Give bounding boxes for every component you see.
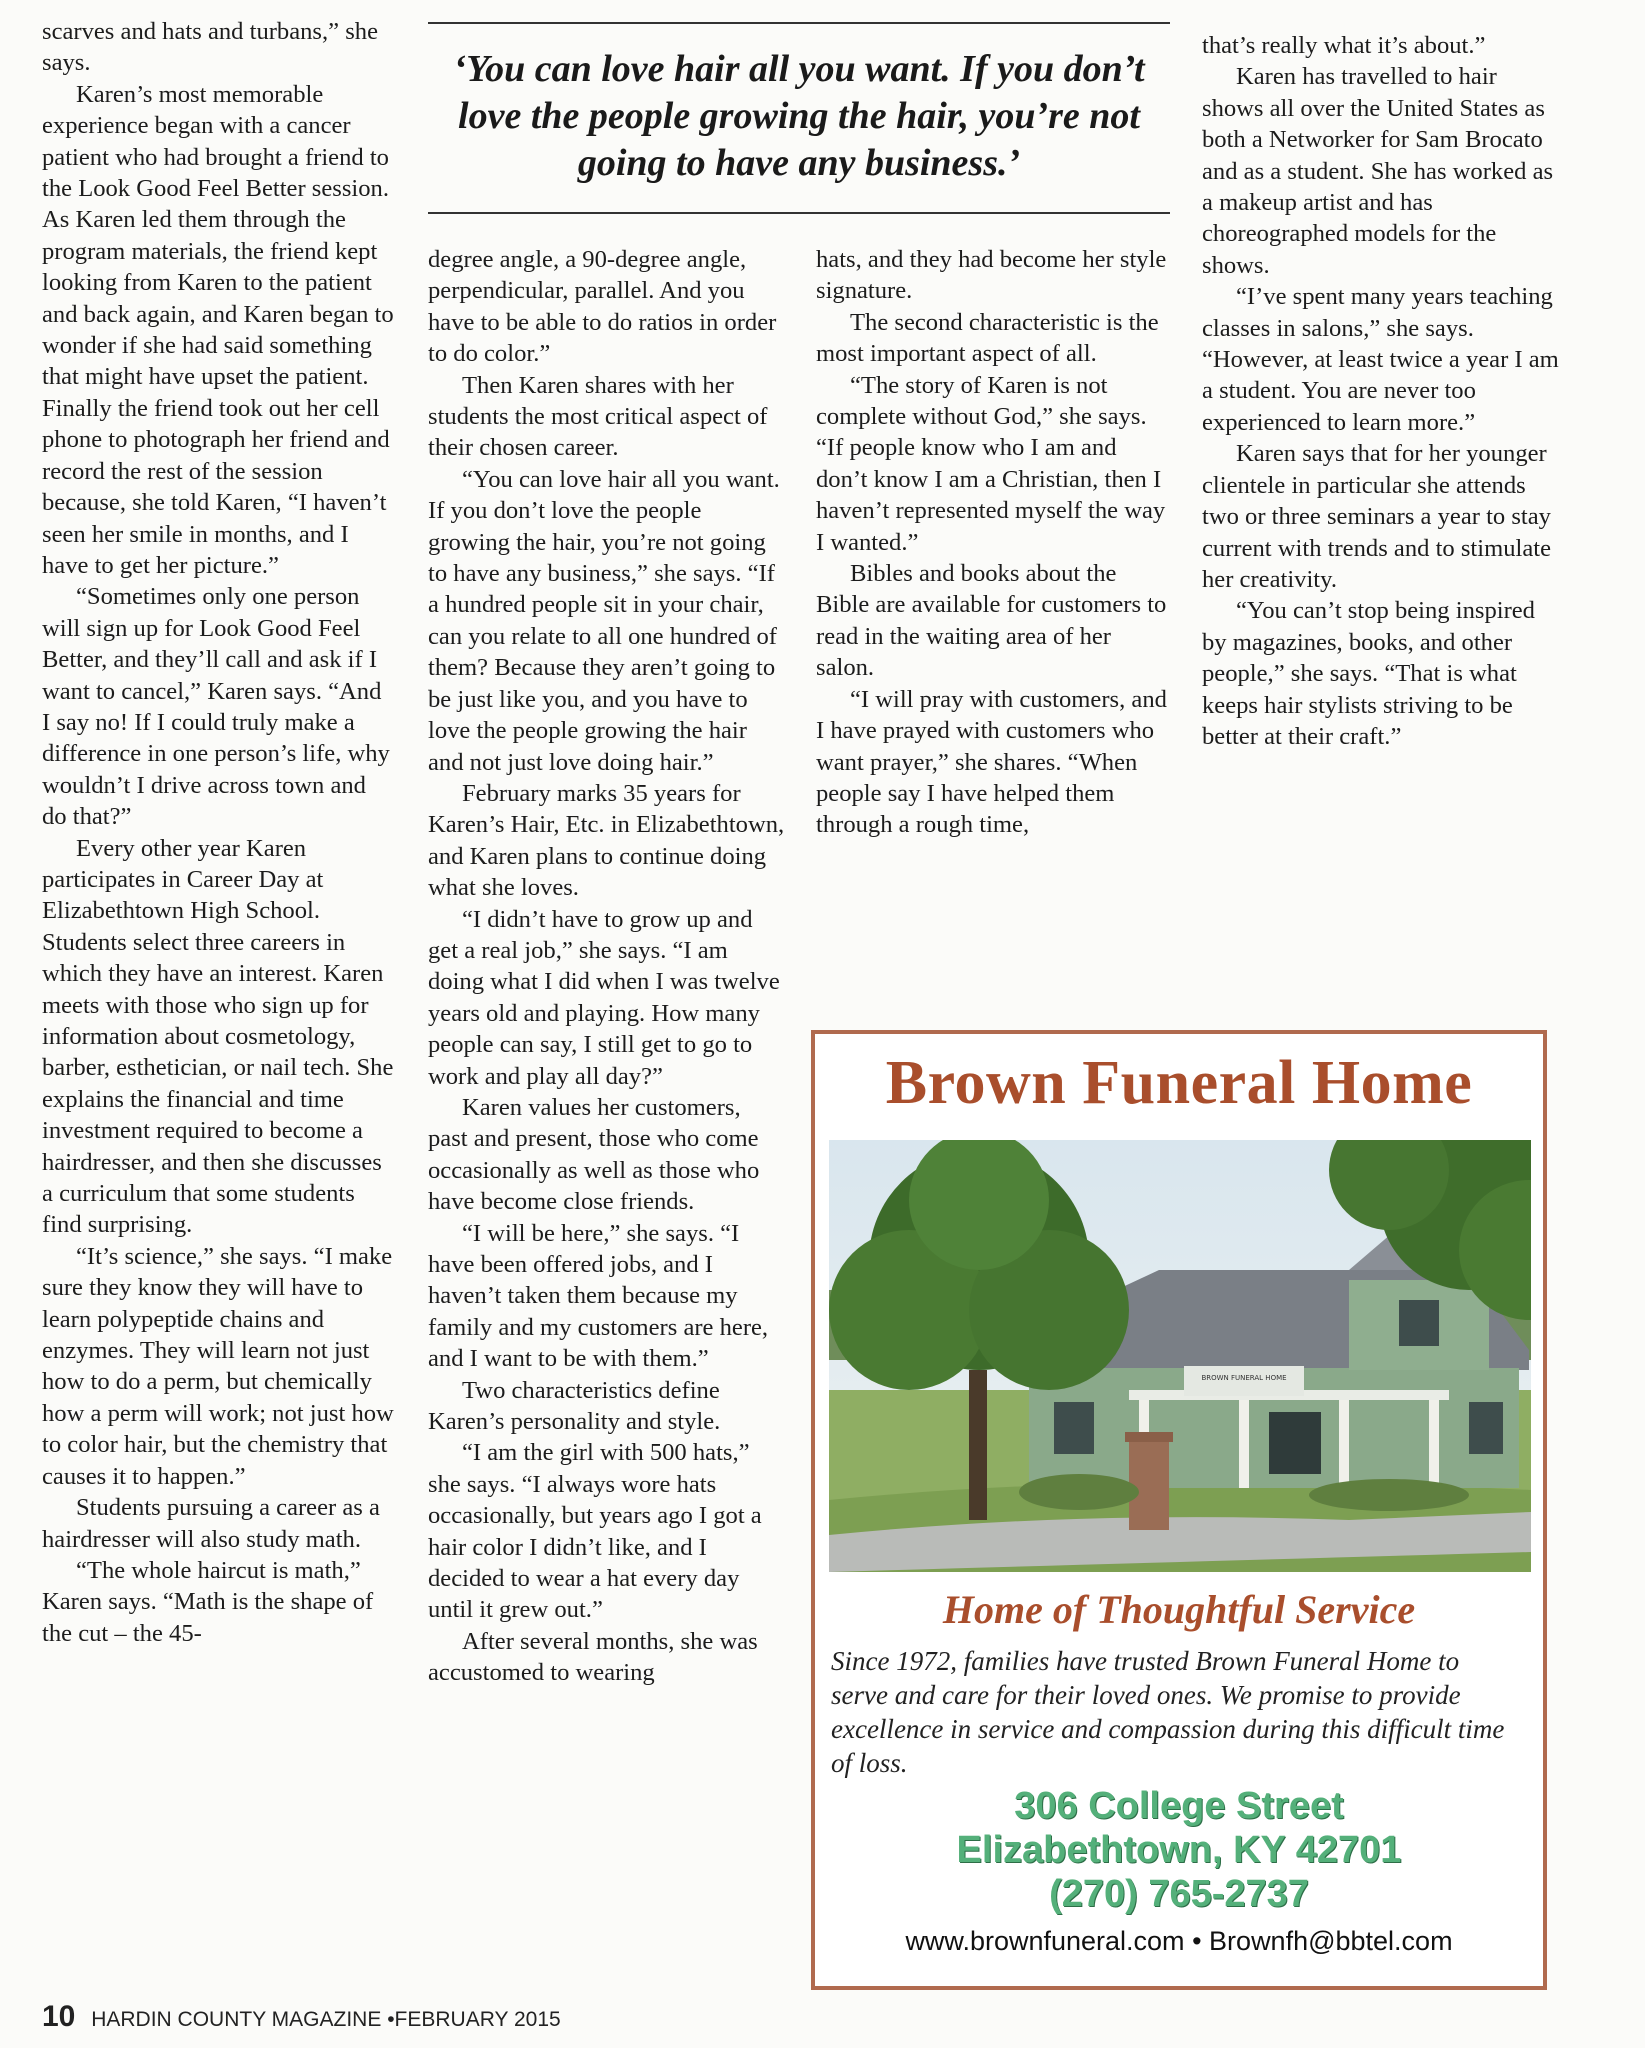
article-column-2 [428,244,786,1689]
article-paragraph: Karen’s most memorable experience began with a cancer patient who had brought a friend to the Look Good Feel Better session. As Karen led them through the program materials, the friend kept looking from Karen to the patient and back again, and Karen began to wonder if she had said something that might have upset the patient. Finally the friend took out her cell phone to photograph her friend and record the rest of the session because, she told Karen, “I haven’t seen her smile in months, and I have to get her picture.” [42,80,394,579]
ad-tagline: Home of Thoughtful Service [942,1587,1416,1632]
article-paragraph: “I will pray with customers, and I have prayed with customers who want prayer,” she shares. “When people say I have helped them through a rough time, [816,685,1167,839]
funeral-home-photo [829,1140,1531,1572]
ad-title: Brown Funeral Home [885,1049,1473,1117]
article-paragraph: After several months, she was accustomed to wearing [428,1627,758,1687]
page-footer [42,2000,561,2034]
article-paragraph: scarves and hats and turbans,” she says. [42,18,379,77]
page-number: 10 [42,2000,76,2033]
article-column-4 [1202,30,1564,752]
article-paragraph: Every other year Karen participates in Career Day at Elizabethtown High School. Students select three careers in which they have an interest. Karen meets with those who sign up for information about cosmetology, barber, esthetician, or nail tech. She explains the financial and time investment required to become a hairdresser, and then she discusses a curriculum that some students find surprising. [42,834,394,1239]
article-paragraph: “I will be here,” she says. “I have been offered jobs, and I haven’t taken them because my family and my customers are here, and I want to be with them.” [428,1219,769,1373]
article-paragraph: Two characteristics define Karen’s personality and style. [428,1376,721,1436]
article-paragraph: Karen values her customers, past and present, those who come occasionally as well as those who have become close friends. [428,1093,760,1216]
ad-description: Since 1972, families have trusted Brown Funeral Home to serve and care for their loved ones. We promise to provide excellence in service and compassion during this difficult time of loss. [831,1646,1505,1778]
article-paragraph: February marks 35 years for Karen’s Hair, Etc. in Elizabethtown, and Karen plans to continue doing what she loves. [428,779,785,902]
pull-quote-text: ‘You can love hair all you want. If you don’t love the people growing the hair, you’re not going to have any business.’ [453,48,1145,184]
article-paragraph: “You can love hair all you want. If you don’t love the people growing the hair, you’re not going to have any business,” she says. “If a hundred people sit in your chair, can you relate to all one hundred of them? Because they aren’t going to be just like you, and you have to love the people growing the hair and not just love doing hair.” [428,465,780,776]
article-paragraph: Karen says that for her younger clientele in particular she attends two or three seminars a year to stay current with trends and to stimulate her creativity. [1202,440,1552,593]
article-paragraph: “I’ve spent many years teaching classes in salons,” she says. “However, at least twice a year I am a student. You are never too experienced to learn more.” [1202,283,1559,436]
article-paragraph: “The story of Karen is not complete without God,” she says. “If people know who I am and don’t know I am a Christian, then I haven’t represented myself the way I wanted.” [816,371,1166,556]
ad-contact-line [815,1926,1543,1957]
article-paragraph: The second characteristic is the most important aspect of all. [816,308,1159,368]
ad-website-link[interactable]: www.brownfuneral.com [905,1926,1185,1956]
article-paragraph: “I didn’t have to grow up and get a real job,” she says. “I am doing what I did when I was twelve years old and playing. How many people can say, I still get to go to work and play all day?” [428,905,780,1090]
article-column-3 [816,244,1172,841]
article-paragraph: Students pursuing a career as a hairdresser will also study math. [42,1494,380,1553]
ad-city-state-zip: Elizabethtown, KY 42701 [956,1829,1402,1871]
article-paragraph: “Sometimes only one person will sign up for Look Good Feel Better, and they’ll call and ask if I want to cancel,” Karen says. “And I say no! If I could truly make a difference in one person’s life, why wouldn’t I drive across town and do that?” [42,583,390,831]
article-paragraph: Karen has travelled to hair shows all over the United States as both a Networker for Sam Brocato and as a student. She has worked as a makeup artist and has choreographed models for the shows. [1202,63,1554,279]
publication-line: HARDIN COUNTY MAGAZINE •FEBRUARY 2015 [91,2008,561,2031]
article-paragraph: “I am the girl with 500 hats,” she says. “I always wore hats occasionally, but years ago I got a hair color I didn’t like, and I decided to wear a hat every day until it grew out.” [428,1439,762,1624]
article-paragraph: degree angle, a 90-degree angle, perpendicular, parallel. And you have to be able to do ratios in order to do color.” [428,246,777,368]
article-paragraph: that’s really what it’s about.” [1202,32,1486,59]
ad-separator: • [1192,1926,1202,1956]
article-paragraph: “You can’t stop being inspired by magazines, books, and other people,” she says. “That is what keeps hair stylists striving to be better at their craft.” [1202,597,1535,750]
article-column-1 [42,16,394,1649]
article-paragraph: “It’s science,” she says. “I make sure they know they will have to learn polypeptide chains and enzymes. They will learn not just how to do a perm, but chemically how a perm will work; not just how to color hair, but the chemistry that causes it to happen.” [42,1242,394,1490]
funeral-home-building-image [829,1140,1531,1572]
pull-quote [428,22,1170,214]
article-paragraph: hats, and they had become her style signature. [816,246,1167,305]
ad-phone: (270) 765-2737 [1049,1873,1309,1915]
ad-street: 306 College Street [1014,1785,1344,1827]
article-paragraph: Bibles and books about the Bible are available for customers to read in the waiting area of her salon. [816,560,1167,682]
ad-email-link[interactable]: Brownfh@bbtel.com [1209,1926,1453,1956]
ad-address-block [815,1784,1543,1916]
photo-sign-text: BROWN FUNERAL HOME [1201,1374,1287,1382]
article-paragraph: Then Karen shares with her students the most critical aspect of their chosen career. [428,371,768,462]
funeral-home-advertisement [811,1030,1547,1990]
article-paragraph: “The whole haircut is math,” Karen says. “Math is the shape of the cut – the 45- [42,1556,374,1647]
